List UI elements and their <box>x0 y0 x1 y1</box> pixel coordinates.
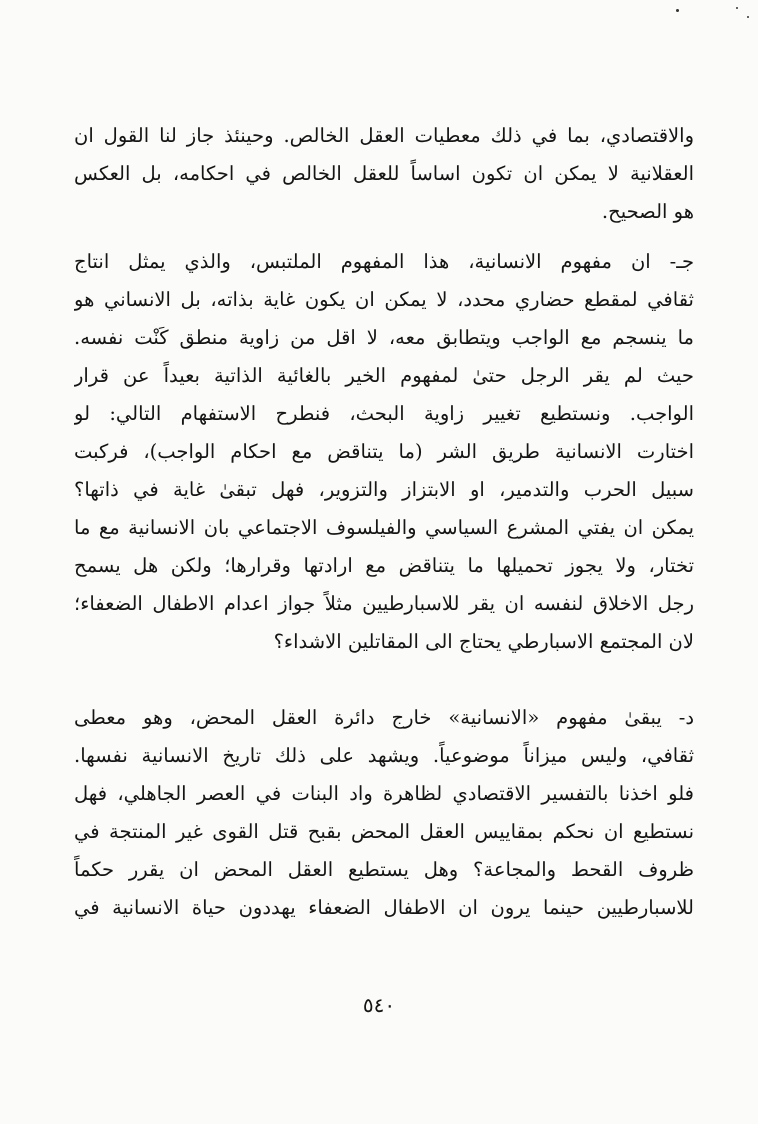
text-line: ثقافي لمقطع حضاري محدد، لا يمكن ان يكون غاية بذاته، بل الانساني هو <box>74 288 694 311</box>
text-line: لان المجتمع الاسبارطي يحتاج الى المقاتلين الاشداء؟ <box>273 630 694 653</box>
scan-speck <box>736 7 738 9</box>
text-line: هو الصحيح. <box>601 200 694 223</box>
paragraph-2 <box>74 243 694 661</box>
text-line: العقلانية لا يمكن ان تكون اساساً للعقل الخالص في احكامه، بل العكس <box>74 162 694 185</box>
scan-speck <box>676 9 679 12</box>
text-line: نستطيع ان نحكم بمقاييس العقل المحض بقبح قتل القوى غير المنتجة في <box>74 820 694 843</box>
text-line: ثقافي، وليس ميزاناً موضوعياً. ويشهد على ذلك تاريخ الانسانية نفسها. <box>74 744 694 767</box>
text-line: د- يبقىٰ مفهوم «الانسانية» خارج دائرة العقل المحض، وهو معطى <box>74 706 694 729</box>
text-line: سبيل الحرب والتدمير، او الابتزاز والتزوير، فهل تبقىٰ غاية في ذاتها؟ <box>74 478 694 501</box>
scan-speck <box>747 16 749 18</box>
text-line: ما ينسجم مع الواجب ويتطابق معه، لا اقل من زاوية منطق كَنْت نفسه. <box>74 326 694 349</box>
text-line: والاقتصادي، بما في ذلك معطيات العقل الخالص. وحينئذ جاز لنا القول ان <box>74 124 694 147</box>
text-line: تختار، ولا يجوز تحميلها ما يتناقض مع ارادتها وقرارها؛ ولكن هل يسمح <box>74 554 694 577</box>
text-line: يمكن ان يفتي المشرع السياسي والفيلسوف الاجتماعي بان الانسانية مع ما <box>74 516 694 539</box>
text-line: فلو اخذنا بالتفسير الاقتصادي لظاهرة واد البنات في العصر الجاهلي، فهل <box>74 782 694 805</box>
text-line: حيث لم يقر الرجل حتىٰ لمفهوم الخير بالغائية الذاتية بعيداً عن قرار <box>74 364 694 387</box>
text-line: اختارت الانسانية طريق الشر (ما يتناقض مع احكام الواجب)، فركبت <box>74 440 694 463</box>
text-line: للاسبارطيين حينما يرون ان الاطفال الضعفاء يهددون حياة الانسانية في <box>74 896 694 919</box>
paragraph-1 <box>74 117 694 231</box>
paragraph-3 <box>74 699 694 927</box>
text-line: الواجب. ونستطيع تغيير زاوية البحث، فنطرح الاستفهام التالي: لو <box>74 402 694 425</box>
page-number: ٥٤٠ <box>362 993 396 1017</box>
text-line: جـ- ان مفهوم الانسانية، هذا المفهوم الملتبس، والذي يمثل انتاج <box>74 250 694 273</box>
text-line: ظروف القحط والمجاعة؟ وهل يستطيع العقل المحض ان يقرر حكماً <box>74 858 694 881</box>
text-line: رجل الاخلاق لنفسه ان يقر للاسبارطيين مثلاً جواز اعدام الاطفال الضعفاء؛ <box>74 592 694 615</box>
